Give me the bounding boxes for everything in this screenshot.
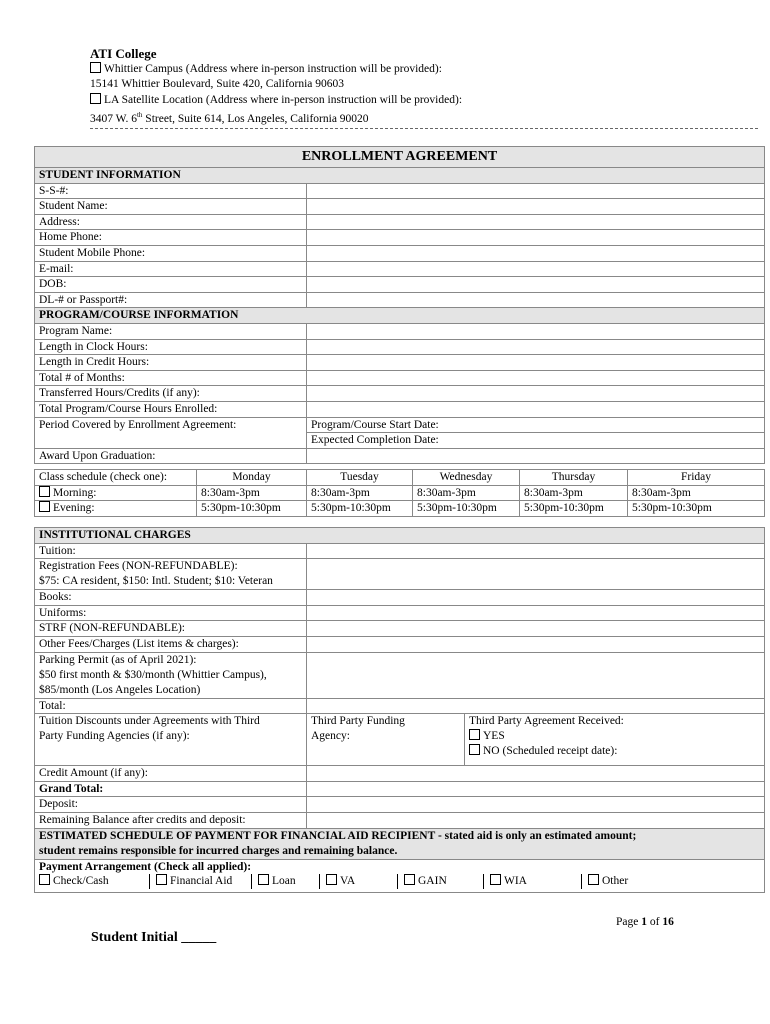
table-row: Uniforms: <box>35 605 765 621</box>
registration-fee-field[interactable] <box>307 559 765 590</box>
wia-checkbox[interactable] <box>490 874 501 885</box>
table-row: Address: <box>35 214 765 230</box>
table-row: Other Fees/Charges (List items & charges): <box>35 636 765 652</box>
gain-checkbox[interactable] <box>404 874 415 885</box>
la-address: 3407 W. 6th Street, Suite 614, Los Angeles, California 90020 <box>90 108 758 129</box>
whittier-address: 15141 Whittier Boulevard, Suite 420, California 90603 <box>90 78 345 90</box>
award-field[interactable] <box>307 448 765 464</box>
table-row: Total Program/Course Hours Enrolled: <box>35 401 765 417</box>
table-row: Length in Credit Hours: <box>35 355 765 371</box>
table-row: Morning: 8:30am-3pm 8:30am-3pm 8:30am-3pm 8:30am-3pm 8:30am-3pm <box>35 485 765 501</box>
remaining-balance-field[interactable] <box>307 812 765 828</box>
grand-total-field[interactable] <box>307 781 765 797</box>
table-row: Total # of Months: <box>35 370 765 386</box>
la-checkbox[interactable] <box>90 93 101 104</box>
table-row: Period Covered by Enrollment Agreement: Program/Course Start Date: <box>35 417 765 433</box>
student-initial[interactable]: Student Initial _____ <box>91 930 217 945</box>
start-date-field[interactable]: Program/Course Start Date: <box>307 417 765 433</box>
table-row: Credit Amount (if any): <box>35 766 765 782</box>
payment-options: Check/Cash Financial Aid Loan VA GAIN WIA Other <box>39 874 760 889</box>
schedule-label: Class schedule (check one): <box>35 470 197 486</box>
student-info-heading: STUDENT INFORMATION <box>35 168 765 184</box>
completion-date-field[interactable]: Expected Completion Date: <box>307 433 765 449</box>
table-row: Registration Fees (NON-REFUNDABLE): $75: CA resident, $150: Intl. Student; $10: Veteran <box>35 559 765 590</box>
dob-field[interactable] <box>307 277 765 293</box>
table-row: DOB: <box>35 277 765 293</box>
student-name-field[interactable] <box>307 199 765 215</box>
payment-arrangement-label: Payment Arrangement (Check all applied): <box>39 860 252 873</box>
credit-amount-field[interactable] <box>307 766 765 782</box>
table-row: Tuition: <box>35 543 765 559</box>
la-location-line: LA Satellite Location (Address where in-person instruction will be provided): <box>90 93 758 109</box>
table-row: Award Upon Graduation: <box>35 448 765 464</box>
uniforms-field[interactable] <box>307 605 765 621</box>
deposit-field[interactable] <box>307 797 765 813</box>
charges-table <box>34 527 765 893</box>
credit-hours-field[interactable] <box>307 355 765 371</box>
table-row: Remaining Balance after credits and deposit: <box>35 812 765 828</box>
college-name: ATI College <box>90 46 157 61</box>
email-field[interactable] <box>307 261 765 277</box>
books-field[interactable] <box>307 590 765 606</box>
loan-checkbox[interactable] <box>258 874 269 885</box>
other-fees-field[interactable] <box>307 636 765 652</box>
hours-enrolled-field[interactable] <box>307 401 765 417</box>
table-row: Evening: 5:30pm-10:30pm 5:30pm-10:30pm 5:30pm-10:30pm 5:30pm-10:30pm 5:30pm-10:30pm <box>35 501 765 517</box>
evening-checkbox[interactable] <box>39 501 50 512</box>
program-info-heading: PROGRAM/COURSE INFORMATION <box>35 308 765 324</box>
tuition-field[interactable] <box>307 543 765 559</box>
table-row: STRF (NON-REFUNDABLE): <box>35 621 765 637</box>
mobile-phone-field[interactable] <box>307 245 765 261</box>
parking-field[interactable] <box>307 652 765 698</box>
total-field[interactable] <box>307 698 765 714</box>
months-field[interactable] <box>307 370 765 386</box>
table-row: Parking Permit (as of April 2021): $50 first month & $30/month (Whittier Campus), $85/month (Los Angeles Location) <box>35 652 765 698</box>
yes-checkbox[interactable] <box>469 729 480 740</box>
table-row: DL-# or Passport#: <box>35 292 765 308</box>
strf-field[interactable] <box>307 621 765 637</box>
table-row: Transferred Hours/Credits (if any): <box>35 386 765 402</box>
table-row: Total: <box>35 698 765 714</box>
page-number: Page 1 of 16 <box>616 916 674 928</box>
transferred-field[interactable] <box>307 386 765 402</box>
table-row: Student Name: <box>35 199 765 215</box>
schedule-table <box>34 469 765 517</box>
clock-hours-field[interactable] <box>307 339 765 355</box>
table-row: Deposit: <box>35 797 765 813</box>
table-row: Program Name: <box>35 323 765 339</box>
ssn-field[interactable] <box>307 183 765 199</box>
va-checkbox[interactable] <box>326 874 337 885</box>
form-title: ENROLLMENT AGREEMENT <box>35 147 765 168</box>
financial-aid-checkbox[interactable] <box>156 874 167 885</box>
dl-passport-field[interactable] <box>307 292 765 308</box>
table-row: E-mail: <box>35 261 765 277</box>
table-row: Student Mobile Phone: <box>35 245 765 261</box>
funding-agency-field[interactable]: Third Party Funding Agency: <box>307 714 465 766</box>
enrollment-table <box>34 146 765 464</box>
morning-checkbox[interactable] <box>39 486 50 497</box>
payment-heading: ESTIMATED SCHEDULE OF PAYMENT FOR FINANCIAL AID RECIPIENT - stated aid is only an estimated amount; student remains responsible for incurred charges and remaining balance. <box>35 828 765 859</box>
table-row: Length in Clock Hours: <box>35 339 765 355</box>
table-row: Home Phone: <box>35 230 765 246</box>
other-checkbox[interactable] <box>588 874 599 885</box>
college-header <box>90 46 758 129</box>
program-name-field[interactable] <box>307 323 765 339</box>
address-field[interactable] <box>307 214 765 230</box>
table-row: S-S-#: <box>35 183 765 199</box>
no-checkbox[interactable] <box>469 744 480 755</box>
table-row: Grand Total: <box>35 781 765 797</box>
charges-heading: INSTITUTIONAL CHARGES <box>35 528 765 544</box>
table-row: Class schedule (check one): Monday Tuesday Wednesday Thursday Friday <box>35 470 765 486</box>
table-row: Books: <box>35 590 765 606</box>
table-row: Tuition Discounts under Agreements with Third Party Funding Agencies (if any): Third Party Funding Agency: Third Party Agreement Received: YES NO (Scheduled receipt date): <box>35 714 765 766</box>
home-phone-field[interactable] <box>307 230 765 246</box>
whittier-campus-line: Whittier Campus (Address where in-person instruction will be provided): <box>90 62 758 78</box>
check-cash-checkbox[interactable] <box>39 874 50 885</box>
whittier-checkbox[interactable] <box>90 62 101 73</box>
